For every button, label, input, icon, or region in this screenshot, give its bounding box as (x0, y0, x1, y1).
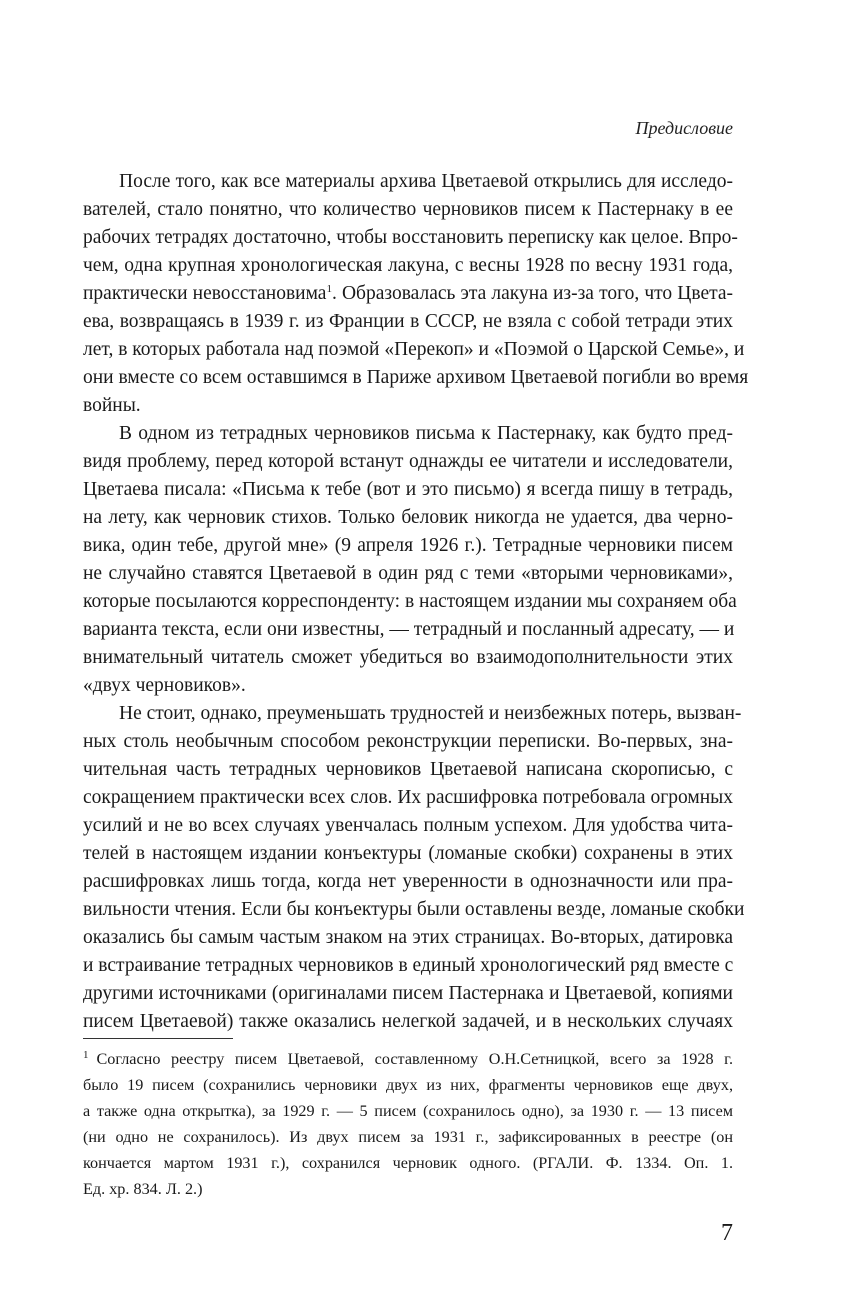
text-line: усилий и не во всех случаях увенчалась полным успехом. Для удобства чита- (83, 815, 733, 836)
text-line: вика, один тебе, другой мне» (9 апреля 1926 г.). Тетрадные черновики писем (83, 535, 733, 556)
text-line: чительная часть тетрадных черновиков Цветаевой написана скорописью, с (83, 759, 733, 780)
page-number: 7 (721, 1220, 733, 1246)
text-line: Не стоит, однако, преуменьшать трудностей и неизбежных потерь, вызван- (119, 703, 742, 724)
text-line: которые посылаются корреспонденту: в настоящем издании мы сохраняем оба (83, 591, 737, 612)
footnote-line: кончается мартом 1931 г.), сохранился черновик одного. (РГАЛИ. Ф. 1334. Оп. 1. (83, 1154, 733, 1172)
footnote (83, 1046, 733, 1202)
text-line: После того, как все материалы архива Цветаевой открылись для исследо- (119, 171, 733, 192)
text-line: лет, в которых работала над поэмой «Перекоп» и «Поэмой о Царской Семье», и (83, 339, 745, 360)
text-line: видя проблему, перед которой встанут однажды ее читатели и исследователи, (83, 451, 733, 472)
footnote-line: (ни одно не сохранилось). Из двух писем за 1931 г., зафиксированных в реестре (он (83, 1128, 733, 1146)
text-segment: практически невосстановима (83, 283, 327, 304)
text-line: вателей, стало понятно, что количество черновиков писем к Пастернаку в ее (83, 199, 733, 220)
text-line-with-footnote-ref (83, 280, 733, 308)
text-line: ных столь необычным способом реконструкции переписки. Во-первых, зна- (83, 731, 733, 752)
text-line: варианта текста, если они известны, — тетрадный и посланный адресату, — и (83, 619, 735, 640)
paragraph (83, 700, 745, 1036)
text-line: на лету, как черновик стихов. Только беловик никогда не удается, два черно- (83, 507, 733, 528)
footnote-line: было 19 писем (сохранились черновики двух из них, фрагменты черновиков еще двух, (83, 1076, 733, 1094)
footnote-text: Согласно реестру писем Цветаевой, составленному О.Н.Сетницкой, всего за 1928 г. (96, 1050, 733, 1068)
text-line: писем Цветаевой) также оказались нелегкой задачей, и в нескольких случаях (83, 1011, 733, 1032)
text-line: В одном из тетрадных черновиков письма к Пастернаку, как будто пред- (119, 423, 733, 444)
text-line: другими источниками (оригиналами писем Пастернака и Цветаевой, копиями (83, 983, 733, 1004)
text-segment: . Образовалась эта лакуна из-за того, что Цвета- (331, 283, 734, 304)
text-line: чем, одна крупная хронологическая лакуна, с весны 1928 по весну 1931 года, (83, 255, 733, 276)
footnote-line: а также одна открытка), за 1929 г. — 5 писем (сохранилось одно), за 1930 г. — 13 писем (83, 1102, 733, 1120)
running-head: Предисловие (635, 118, 733, 138)
text-line: не случайно ставятся Цветаевой в один ряд с теми «вторыми черновиками», (83, 563, 733, 584)
text-line: и встраивание тетрадных черновиков в единый хронологический ряд вместе с (83, 955, 734, 976)
text-line: внимательный читатель сможет убедиться во взаимодополнительности этих (83, 647, 733, 668)
paragraph (83, 420, 737, 700)
text-line: ева, возвращаясь в 1939 г. из Франции в СССР, не взяла с собой тетради этих (83, 311, 733, 332)
footnote-line: 1 Согласно реестру писем Цветаевой, составленному О.Н.Сетницкой, всего за 1928 г. (83, 1049, 733, 1068)
text-line: вильности чтения. Если бы конъектуры были оставлены везде, ломаные скобки (83, 899, 745, 920)
text-line: Цветаева писала: «Письма к тебе (вот и это письмо) я всегда пишу в тетрадь, (83, 479, 733, 500)
footnote-reference[interactable]: 1 (326, 283, 332, 295)
text-line: «двух черновиков». (83, 675, 246, 696)
text-line: расшифровках лишь тогда, когда нет уверенности в однозначности или пра- (83, 871, 733, 892)
paragraph (83, 168, 749, 420)
text-line: телей в настоящем издании конъектуры (ломаные скобки) сохранены в этих (83, 843, 733, 864)
footnote-line: Ед. хр. 834. Л. 2.) (83, 1180, 203, 1198)
text-line: сокращением практически всех слов. Их расшифровка потребовала огромных (83, 787, 733, 808)
text-line: они вместе со всем оставшимся в Париже архивом Цветаевой погибли во время (83, 367, 749, 388)
text-line: войны. (83, 395, 141, 416)
main-text (83, 168, 749, 1036)
text-line: рабочих тетрадях достаточно, чтобы восстановить переписку как целое. Впро- (83, 227, 738, 248)
text-line: оказались бы самым частым знаком на этих страницах. Во-вторых, датировка (83, 927, 733, 948)
footnote-separator (83, 1038, 233, 1039)
